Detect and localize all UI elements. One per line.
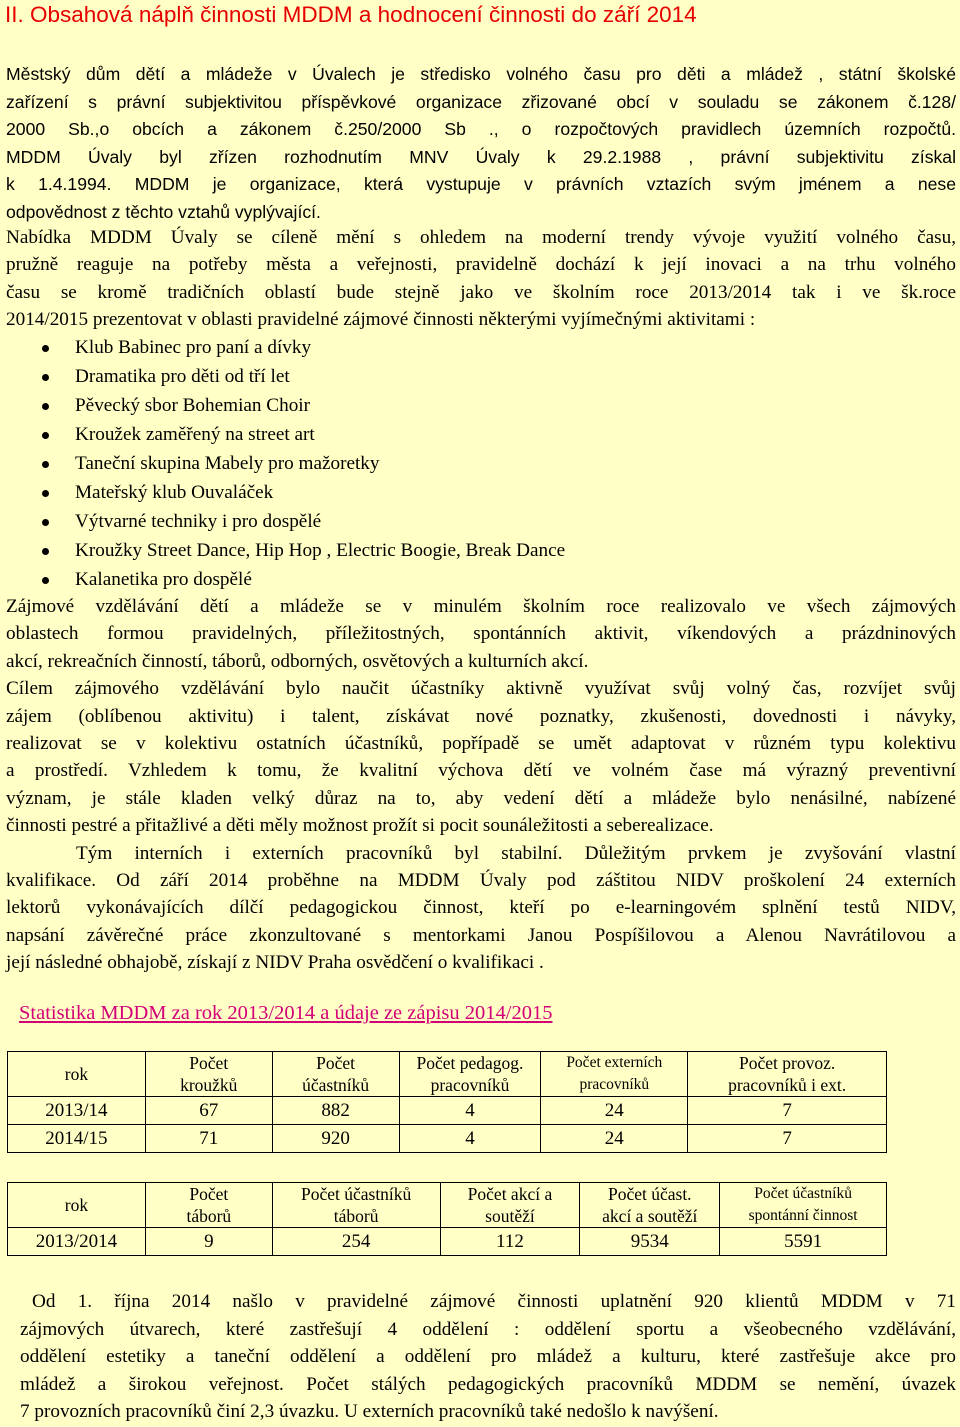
body-line: činnosti pestré a přitažlivé a děti měly možnost prožít si pocit sounáležitosti a seberealizace.: [6, 815, 714, 837]
table-header-cell: Počet provoz. pracovníků i ext.: [688, 1052, 887, 1097]
activity-label: Taneční skupina Mabely pro mažoretky: [75, 453, 380, 474]
table-header-cell: Počet účastníků: [272, 1052, 399, 1097]
body-line: realizovat se v kolektivu ostatních účastníků, popřípadě se umět adaptovat v různém typu kolektivu: [6, 733, 956, 755]
bullet-icon: [42, 345, 49, 352]
table-header-cell: Počet účastníků spontánní činnost: [720, 1183, 887, 1228]
intro-line: 2000 Sb.,o obcích a zákonem č.250/2000 Sb ., o rozpočtových pravidlech územních rozpočtů.: [6, 119, 956, 140]
offer-line: pružně reaguje na potřeby města a veřejnosti, pravidelně dochází k její inovaci a na trhu volného: [6, 254, 956, 276]
activity-label: Pěvecký sbor Bohemian Choir: [75, 395, 311, 416]
table-cell: 67: [145, 1097, 272, 1125]
footer-line: mládež a širokou veřejnost. Počet stálých pedagogických pracovníků MDDM se nemění, úvazek: [20, 1373, 956, 1395]
table-cell: 71: [145, 1125, 272, 1153]
table-header-cell: Počet externích pracovníků: [541, 1052, 688, 1097]
bullet-icon: [42, 490, 49, 497]
body-line: Zájmové vzdělávání dětí a mládeže se v minulém školním roce realizovalo ve všech zájmových: [6, 596, 956, 617]
table-header-row: [8, 1183, 887, 1228]
list-item: [0, 333, 940, 362]
footer-line: oddělení estetiky a taneční oddělení a oddělení pro mládež a kulturu, které zastřešuje akce pro: [20, 1346, 956, 1368]
footer-line: 7 provozních pracovníků činí 2,3 úvazku. U externích pracovníků také nedošlo k navýšení.: [20, 1401, 719, 1423]
bullet-icon: [42, 519, 49, 526]
body-paragraphs: [6, 593, 956, 977]
table-cell: 4: [399, 1125, 541, 1153]
intro-line: odpovědnost z těchto vztahů vyplývající.: [6, 201, 321, 222]
list-item: [0, 449, 940, 478]
table-row: [8, 1097, 887, 1125]
stats-table-clubs: [7, 1051, 887, 1153]
table-header-cell: Počet kroužků: [145, 1052, 272, 1097]
table-cell: 9: [145, 1228, 272, 1256]
body-line: význam, je stále kladen velký důraz na to, aby vedení dětí a mládeže bylo nenásilné, nabízené: [6, 787, 956, 809]
activity-label: Mateřský klub Ouvaláček: [75, 482, 274, 503]
body-line: napsání závěrečné práce zkonzultované s mentorkami Janou Pospíšilovou a Alenou Navrátilovou a: [6, 924, 956, 946]
bullet-icon: [42, 461, 49, 468]
activity-label: Dramatika pro děti od tří let: [75, 366, 290, 387]
footer-line: zájmových útvarech, které zastřešují 4 oddělení : oddělení sportu a všeobecného vzdělávání,: [20, 1318, 956, 1340]
list-item: [0, 478, 940, 507]
table-header-cell: rok: [8, 1183, 146, 1228]
intro-line: zařízení s právní subjektivitou příspěvkové organizace zřizované obcí v souladu se zákonem č.128/: [6, 91, 956, 112]
body-line: Tým interních i externích pracovníků byl stabilní. Důležitým prvkem je zvyšování vlastní: [76, 842, 956, 864]
activity-label: Výtvarné techniky i pro dospělé: [75, 511, 322, 532]
table-cell: 24: [541, 1097, 688, 1125]
bullet-icon: [42, 403, 49, 410]
body-line: akcí, rekreačních činností, táborů, odborných, osvětových a kulturních akcí.: [6, 650, 589, 672]
table-cell: 2013/14: [8, 1097, 146, 1125]
intro-line: Městský dům dětí a mládeže v Úvalech je středisko volného času pro děti a mládež , státní školské: [6, 64, 956, 84]
activity-label: Klub Babinec pro paní a dívky: [75, 337, 312, 358]
list-item: [0, 362, 940, 391]
body-line: Cílem zájmového vzdělávání bylo naučit účastníky aktivně využívat svůj volný čas, rozvíjet svůj: [6, 678, 956, 700]
activity-label: Kalanetika pro dospělé: [75, 569, 252, 590]
offer-line: Nabídka MDDM Úvaly se cíleně mění s ohledem na moderní trendy vývoje využití volného času,: [6, 227, 956, 248]
offer-line: 2014/2015 prezentovat v oblasti pravidelné zájmové činnosti některými vyjímečnými aktivitami :: [6, 309, 756, 331]
table-row: [8, 1228, 887, 1256]
activity-label: Kroužek zaměřený na street art: [75, 424, 315, 445]
intro-paragraph: [6, 61, 956, 227]
offer-line: času se kromě tradičních oblastí bude stejně jako ve školním roce 2013/2014 tak i ve šk.roce: [6, 281, 956, 303]
table-cell: 7: [688, 1125, 887, 1153]
table-header-cell: rok: [8, 1052, 146, 1097]
table-cell: 7: [688, 1097, 887, 1125]
body-line: oblastech formou pravidelných, příležitostných, spontánních aktivit, víkendových a prázdninových: [6, 623, 956, 645]
table-row: [8, 1125, 887, 1153]
body-line: a prostředí. Vzhledem k tomu, že kvalitní výchova dětí ve volném čase má výrazný preventivní: [6, 760, 956, 782]
body-line: její následné obhajobě, získají z NIDV Praha osvědčení o kvalifikaci .: [6, 952, 544, 974]
list-item: [0, 565, 940, 594]
bullet-icon: [42, 374, 49, 381]
table-header-cell: Počet účast. akcí a soutěží: [580, 1183, 720, 1228]
list-item: [0, 507, 940, 536]
table-cell: 4: [399, 1097, 541, 1125]
body-line: lektorů vykonávajících dílčí pedagogickou činnost, kteří po e-learningovém splnění testů NIDV,: [6, 897, 956, 919]
table-cell: 9534: [580, 1228, 720, 1256]
table-cell: 112: [440, 1228, 580, 1256]
body-line: kvalifikace. Od září 2014 proběhne na MDDM Úvaly pod záštitou NIDV proškolení 24 externích: [6, 870, 956, 892]
table-header-cell: Počet pedagog. pracovníků: [399, 1052, 541, 1097]
stats-title: Statistika MDDM za rok 2013/2014 a údaje ze zápisu 2014/2015: [19, 1002, 553, 1024]
table-cell: 24: [541, 1125, 688, 1153]
body-line: zájem (oblíbenou aktivitu) i talent, získávat nové poznatky, zkušenosti, dovednosti i návyky,: [6, 705, 956, 727]
bullet-icon: [42, 432, 49, 439]
table-cell: 882: [272, 1097, 399, 1125]
section-heading: II. Obsahová náplň činnosti MDDM a hodnocení činnosti do září 2014: [5, 2, 697, 27]
table-header-cell: Počet táborů: [145, 1183, 272, 1228]
offer-paragraph: [6, 224, 956, 334]
table-header-row: [8, 1052, 887, 1097]
intro-line: k 1.4.1994. MDDM je organizace, která vystupuje v právních vztazích svým jménem a nese: [6, 174, 956, 195]
footer-paragraph: [20, 1288, 956, 1426]
footer-line: Od 1. října 2014 našlo v pravidelné zájmové činnosti uplatnění 920 klientů MDDM v 71: [32, 1291, 956, 1312]
list-item: [0, 391, 940, 420]
stats-table-camps: [7, 1182, 887, 1256]
list-item: [0, 420, 940, 449]
table-header-cell: Počet účastníků táborů: [272, 1183, 440, 1228]
intro-line: MDDM Úvaly byl zřízen rozhodnutím MNV Úvaly k 29.2.1988 , právní subjektivitu získal: [6, 146, 956, 167]
table-cell: 254: [272, 1228, 440, 1256]
table-cell: 2013/2014: [8, 1228, 146, 1256]
activities-list: [0, 333, 940, 594]
bullet-icon: [42, 577, 49, 584]
table-cell: 2014/15: [8, 1125, 146, 1153]
table-cell: 5591: [720, 1228, 887, 1256]
list-item: [0, 536, 940, 565]
table-header-cell: Počet akcí a soutěží: [440, 1183, 580, 1228]
activity-label: Kroužky Street Dance, Hip Hop , Electric Boogie, Break Dance: [75, 540, 566, 561]
bullet-icon: [42, 548, 49, 555]
table-cell: 920: [272, 1125, 399, 1153]
